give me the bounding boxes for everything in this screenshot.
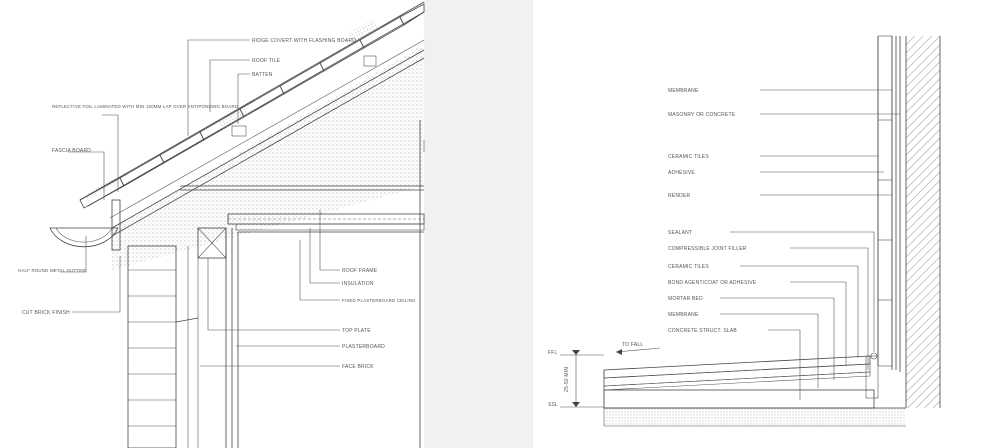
label-batten: BATTEN <box>252 72 273 78</box>
label-mortar-bed: MORTAR BED <box>668 296 703 302</box>
label-membrane-top: MEMBRANE <box>668 88 699 94</box>
label-plasterboard: PLASTERBOARD <box>342 344 385 350</box>
label-bond-agent: BOND AGENT/COAT OR ADHESIVE <box>668 280 757 286</box>
label-gutter: HALF ROUND METAL GUTTER <box>18 268 86 273</box>
label-membrane-roof: REFLECTIVE FOIL LAMINATED WITH MIN 150MM LAP OVER ANTIPONDING BOARD <box>52 104 239 109</box>
label-masonry: MASONRY OR CONCRETE <box>668 112 736 118</box>
label-to-fall: TO FALL <box>622 342 644 348</box>
label-roof-frame: ROOF FRAME <box>342 268 378 274</box>
label-adhesive: ADHESIVE <box>668 170 695 176</box>
label-roof-tile: ROOF TILE <box>252 58 281 64</box>
label-fascia: FASCIA BOARD <box>52 148 92 154</box>
label-dimension: 25-50 MIN <box>564 366 570 392</box>
label-membrane-bottom: MEMBRANE <box>668 312 699 318</box>
label-soffit: CUT BRICK FINISH <box>22 310 70 316</box>
label-insulation: INSULATION <box>342 281 374 287</box>
label-top-plate: TOP PLATE <box>342 328 371 334</box>
label-sealant: SEALANT <box>668 230 693 236</box>
label-slab: CONCRETE STRUCT. SLAB <box>668 328 737 334</box>
label-render: RENDER <box>668 193 691 199</box>
label-ceiling: FIXED PLASTERBOARD CEILING <box>342 298 416 303</box>
label-ffl: FFL <box>548 350 558 356</box>
label-ceramic-tiles-wall: CERAMIC TILES <box>668 154 709 160</box>
label-joint-filler: COMPRESSIBLE JOINT FILLER <box>668 246 747 252</box>
label-ceramic-tiles-floor: CERAMIC TILES <box>668 264 709 270</box>
label-ridge-capping: RIDGE COVERT WITH FLASHING BOARD <box>252 38 357 44</box>
label-ssl: SSL <box>548 402 559 408</box>
label-face-brick: FACE BRICK <box>342 364 374 370</box>
